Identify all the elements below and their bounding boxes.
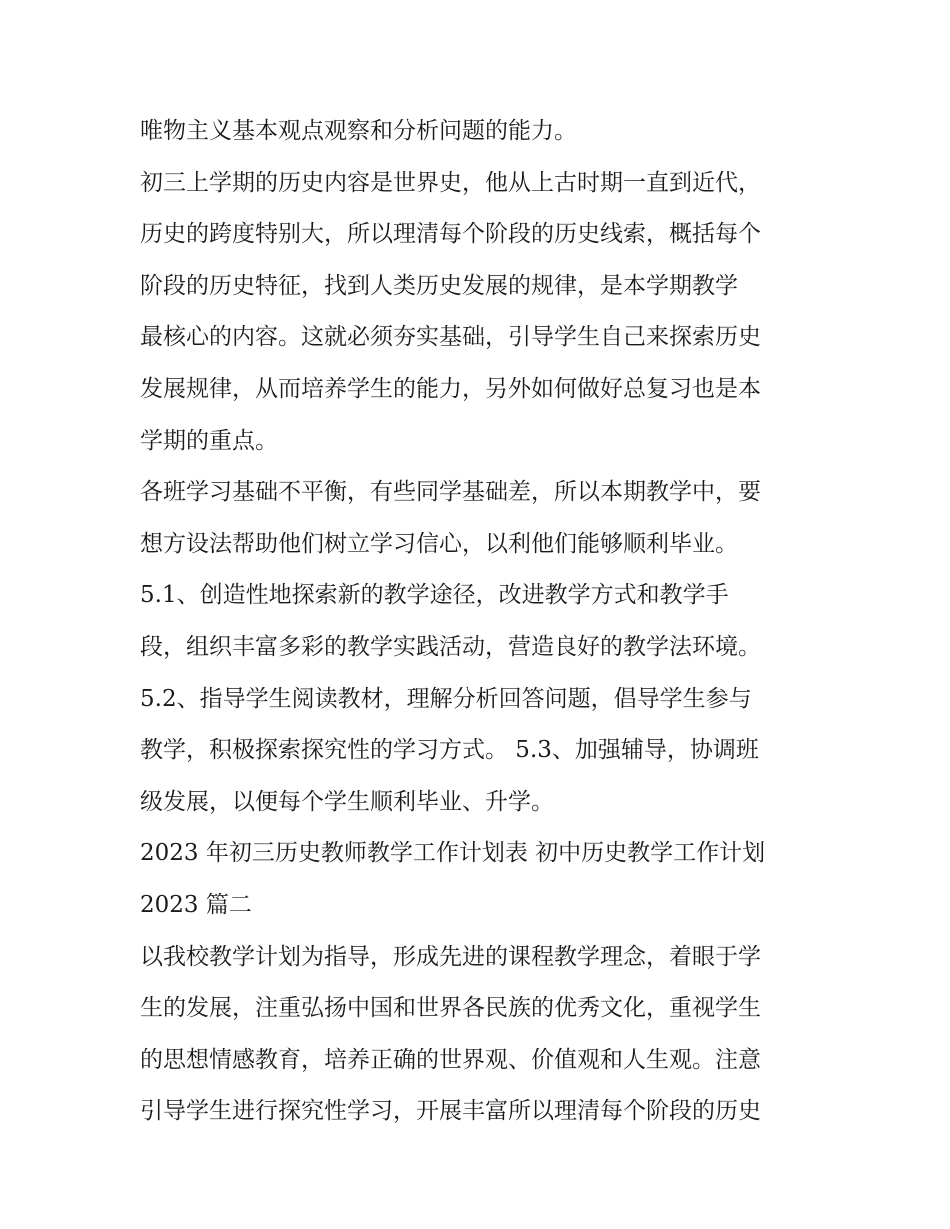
text-line: 引导学生进行探究性学习，开展丰富所以理清每个阶段的历史 [140,1098,761,1125]
text-line: 生的发展，注重弘扬中国和世界各民族的优秀文化，重视学生 [140,995,761,1022]
text-line: 教学，积极探索探究性的学习方式。 5.3、加强辅导，协调班 [140,737,759,764]
text-line: 唯物主义基本观点观察和分析问题的能力。 [140,118,577,144]
text-line: 2023 篇二 [140,891,252,918]
text-line: 的思想情感教育，培养正确的世界观、价值观和人生观。注意 [140,1046,761,1073]
text-line: 阶段的历史特征，找到人类历史发展的规律，是本学期教学 [140,272,738,299]
text-line: 初三上学期的历史内容是世界史，他从上古时期一直到近代， [140,169,761,196]
text-line: 历史的跨度特别大，所以理清每个阶段的历史线索，概括每个 [140,221,761,248]
text-line: 发展规律，从而培养学生的能力，另外如何做好总复习也是本 [140,375,761,402]
text-line: 5.2、指导学生阅读教材，理解分析回答问题，倡导学生参与 [140,685,752,712]
text-line: 最核心的内容。这就必须夯实基础，引导学生自己来探索历史 [140,324,761,351]
text-line: 各班学习基础不平衡，有些同学基础差，所以本期教学中，要 [140,479,761,506]
text-line: 以我校教学计划为指导，形成先进的课程教学理念，着眼于学 [140,943,761,970]
text-line: 级发展，以便每个学生顺利毕业、升学。 [140,788,554,815]
text-line: 5.1、创造性地探索新的教学途径，改进教学方式和教学手 [140,582,729,609]
text-line: 想方设法帮助他们树立学习信心，以利他们能够顺利毕业。 [140,530,738,557]
document-body [140,106,820,1138]
text-line: 学期的重点。 [140,427,278,454]
text-line: 2023 年初三历史教师教学工作计划表 初中历史教学工作计划 [140,840,766,867]
text-line: 段，组织丰富多彩的教学实践活动，营造良好的教学法环境。 [140,633,761,660]
